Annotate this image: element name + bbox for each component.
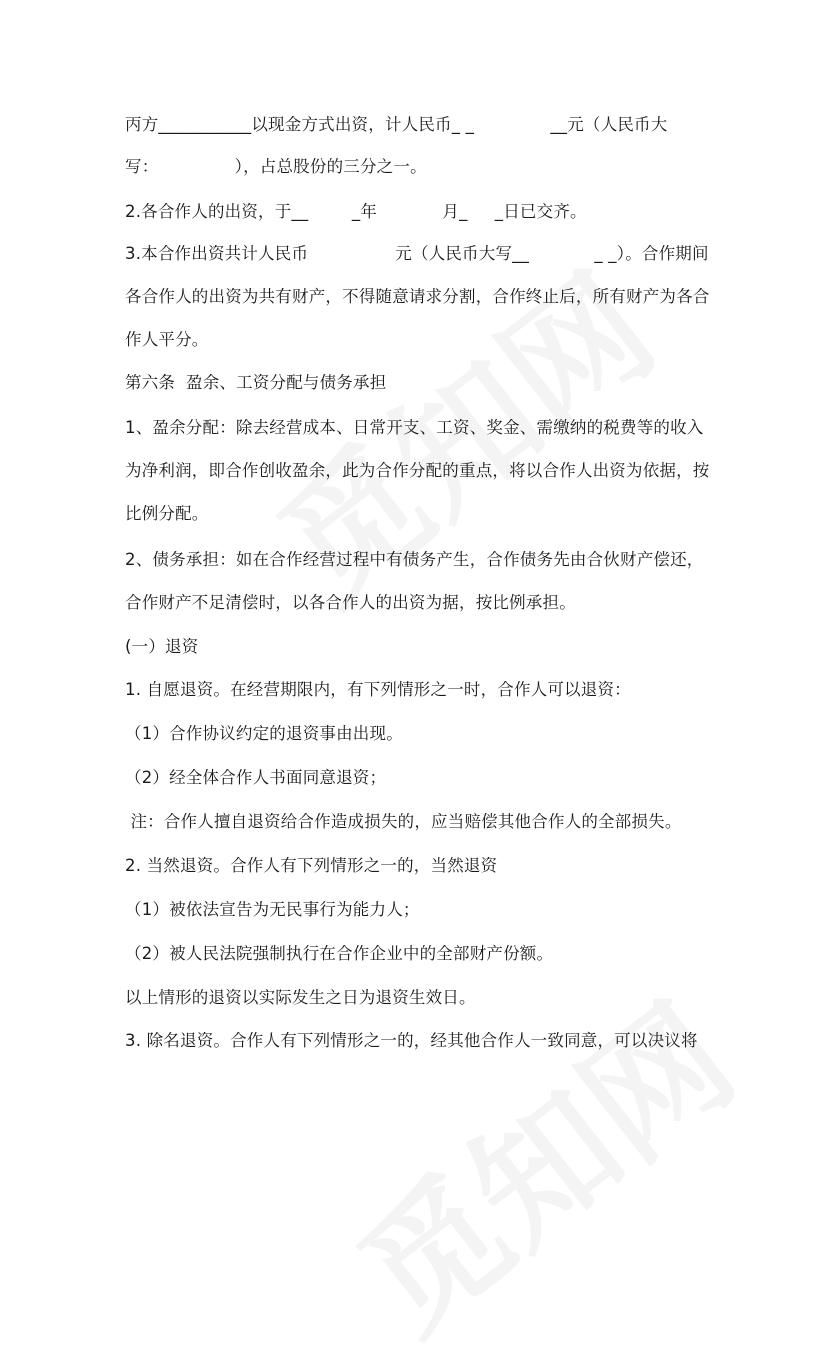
text-line-20: （2）被人民法院强制执行在合作企业中的全部财产份额。 (125, 944, 554, 963)
text-line-14: 1. 自愿退资。在经营期限内，有下列情形之一时，合作人可以退资： (125, 680, 631, 699)
text-line-1: 丙方___________以现金方式出资，计人民币_ _ __元（人民币大 (125, 115, 668, 134)
text-line-18: 2. 当然退资。合作人有下列情形之一的，当然退资 (125, 856, 498, 875)
text-line-9: 为净利润，即合作创收盈余，此为合作分配的重点，将以合作人出资为依据，按 (125, 461, 710, 480)
text-line-15: （1）合作协议约定的退资事由出现。 (125, 724, 403, 743)
text-line-10: 比例分配。 (125, 504, 209, 523)
text-line-16: （2）经全体合作人书面同意退资； (125, 768, 387, 787)
text-line-2: 写： ），占总股份的三分之一。 (125, 157, 427, 176)
text-line-6: 作人平分。 (125, 330, 209, 349)
text-line-21: 以上情形的退资以实际发生之日为退资生效日。 (125, 988, 476, 1007)
section-heading-6: 第六条 盈余、工资分配与债务承担 (125, 373, 387, 392)
text-line-17: 注：合作人擅自退资给合作造成损失的，应当赔偿其他合作人的全部损失。 (125, 812, 682, 831)
text-line-12: 合作财产不足清偿时，以各合作人的出资为据，按比例承担。 (125, 593, 576, 612)
text-line-4: 3.本合作出资共计人民币 元（人民币大写__ _ _）。合作期间 (125, 244, 709, 263)
text-line-3: 2.各合作人的出资，于__ _年 月_ _日已交齐。 (125, 202, 587, 221)
watermark-bottom (313, 952, 768, 1369)
text-line-19: （1）被依法宣告为无民事行为能力人； (125, 900, 420, 919)
text-line-22: 3. 除名退资。合作人有下列情形之一的，经其他合作人一致同意，可以决议将 (125, 1031, 698, 1050)
text-line-13: (一）退资 (125, 637, 199, 656)
text-line-8: 1、盈余分配：除去经营成本、日常开支、工资、奖金、需缴纳的税费等的收入 (125, 418, 704, 437)
text-line-5: 各合作人的出资为共有财产，不得随意请求分割，合作终止后，所有财产为各合 (125, 287, 710, 306)
text-line-11: 2、债务承担：如在合作经营过程中有债务产生，合作债务先由合伙财产偿还， (125, 550, 704, 569)
